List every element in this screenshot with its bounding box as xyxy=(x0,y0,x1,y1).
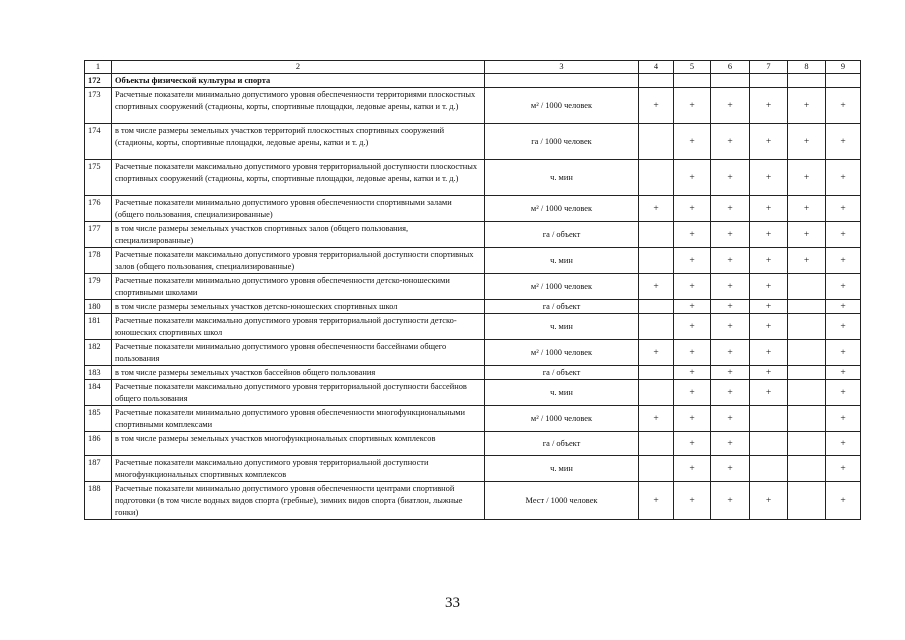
mark-cell: + xyxy=(711,406,750,432)
mark-cell: + xyxy=(711,456,750,482)
mark-cell: + xyxy=(711,196,750,222)
mark-cell xyxy=(639,456,674,482)
mark-cell xyxy=(788,456,826,482)
mark-cell: + xyxy=(826,366,861,380)
unit-cell: ч. мин xyxy=(485,248,639,274)
indicator-name: в том числе размеры земельных участков бассейнов общего пользования xyxy=(112,366,485,380)
mark-cell: + xyxy=(674,274,711,300)
header-cell: 3 xyxy=(485,61,639,74)
mark-cell: + xyxy=(826,274,861,300)
unit-cell: Мест / 1000 человек xyxy=(485,482,639,520)
indicator-name: Расчетные показатели минимально допустимого уровня обеспеченности детско-юношескими спортивными школами xyxy=(112,274,485,300)
indicator-name: Расчетные показатели минимально допустимого уровня обеспеченности бассейнами общего пользования xyxy=(112,340,485,366)
mark-cell: + xyxy=(711,432,750,456)
mark-cell: + xyxy=(674,88,711,124)
row-number: 181 xyxy=(85,314,112,340)
mark-cell: + xyxy=(788,196,826,222)
unit-cell: ч. мин xyxy=(485,456,639,482)
mark-cell: + xyxy=(711,482,750,520)
row-number: 186 xyxy=(85,432,112,456)
mark-cell: + xyxy=(826,248,861,274)
mark-cell: + xyxy=(639,88,674,124)
mark-cell xyxy=(639,300,674,314)
table-row xyxy=(85,300,861,314)
mark-cell: + xyxy=(788,124,826,160)
mark-cell: + xyxy=(674,340,711,366)
mark-cell: + xyxy=(711,300,750,314)
row-number: 172 xyxy=(85,74,112,88)
mark-cell: + xyxy=(788,248,826,274)
mark-cell: + xyxy=(674,160,711,196)
indicator-name: в том числе размеры земельных участков территорий плоскостных спортивных сооружений (стадионы, корты, спортивные площадки, ледовые арены, катки и т. д.) xyxy=(112,124,485,160)
header-row xyxy=(85,61,861,74)
mark-cell xyxy=(639,380,674,406)
header-cell: 1 xyxy=(85,61,112,74)
mark-cell: + xyxy=(750,340,788,366)
mark-cell xyxy=(788,366,826,380)
indicator-name: Расчетные показатели максимально допустимого уровня территориальной доступности бассейнов общего пользования xyxy=(112,380,485,406)
mark-cell: + xyxy=(826,124,861,160)
unit-cell: м² / 1000 человек xyxy=(485,340,639,366)
indicator-name: Расчетные показатели минимально допустимого уровня обеспеченности спортивными залами (общего пользования, специализированные) xyxy=(112,196,485,222)
header-cell: 8 xyxy=(788,61,826,74)
row-number: 180 xyxy=(85,300,112,314)
mark-cell: + xyxy=(826,196,861,222)
row-number: 179 xyxy=(85,274,112,300)
mark-cell: + xyxy=(826,456,861,482)
unit-cell: ч. мин xyxy=(485,314,639,340)
mark-cell: + xyxy=(826,406,861,432)
mark-cell xyxy=(674,74,711,88)
mark-cell: + xyxy=(826,300,861,314)
table-row xyxy=(85,196,861,222)
mark-cell: + xyxy=(674,456,711,482)
mark-cell: + xyxy=(826,88,861,124)
mark-cell xyxy=(639,124,674,160)
mark-cell xyxy=(711,74,750,88)
mark-cell: + xyxy=(711,160,750,196)
indicator-name: Расчетные показатели минимально допустимого уровня обеспеченности многофункциональными спортивными комплексами xyxy=(112,406,485,432)
unit-cell: м² / 1000 человек xyxy=(485,196,639,222)
row-number: 173 xyxy=(85,88,112,124)
mark-cell xyxy=(788,300,826,314)
mark-cell: + xyxy=(674,406,711,432)
table-row xyxy=(85,380,861,406)
mark-cell xyxy=(639,160,674,196)
header-cell: 7 xyxy=(750,61,788,74)
mark-cell xyxy=(788,406,826,432)
mark-cell: + xyxy=(711,124,750,160)
mark-cell: + xyxy=(674,432,711,456)
mark-cell: + xyxy=(674,196,711,222)
mark-cell: + xyxy=(826,482,861,520)
row-number: 178 xyxy=(85,248,112,274)
unit-cell: м² / 1000 человек xyxy=(485,88,639,124)
indicator-name: в том числе размеры земельных участков детско-юношеских спортивных школ xyxy=(112,300,485,314)
unit-cell: ч. мин xyxy=(485,380,639,406)
indicator-name: Расчетные показатели максимально допустимого уровня территориальной доступности детско-юношеских спортивных школ xyxy=(112,314,485,340)
indicator-name: Объекты физической культуры и спорта xyxy=(112,74,485,88)
mark-cell xyxy=(788,274,826,300)
mark-cell xyxy=(639,366,674,380)
unit-cell: ч. мин xyxy=(485,160,639,196)
mark-cell xyxy=(639,74,674,88)
mark-cell: + xyxy=(750,160,788,196)
mark-cell: + xyxy=(711,274,750,300)
table-body xyxy=(85,61,861,520)
mark-cell xyxy=(750,456,788,482)
mark-cell: + xyxy=(788,222,826,248)
header-cell: 9 xyxy=(826,61,861,74)
mark-cell: + xyxy=(826,160,861,196)
unit-cell: га / объект xyxy=(485,366,639,380)
mark-cell xyxy=(788,380,826,406)
mark-cell: + xyxy=(826,340,861,366)
row-number: 174 xyxy=(85,124,112,160)
unit-cell: га / 1000 человек xyxy=(485,124,639,160)
header-cell: 4 xyxy=(639,61,674,74)
indicators-table xyxy=(84,60,861,520)
table-row xyxy=(85,274,861,300)
unit-cell: га / объект xyxy=(485,300,639,314)
mark-cell: + xyxy=(711,380,750,406)
unit-cell: м² / 1000 человек xyxy=(485,274,639,300)
mark-cell: + xyxy=(711,314,750,340)
mark-cell: + xyxy=(711,222,750,248)
mark-cell: + xyxy=(639,274,674,300)
table-row xyxy=(85,482,861,520)
mark-cell: + xyxy=(750,88,788,124)
row-number: 182 xyxy=(85,340,112,366)
mark-cell: + xyxy=(639,482,674,520)
table-row xyxy=(85,456,861,482)
table-row xyxy=(85,366,861,380)
header-cell: 2 xyxy=(112,61,485,74)
mark-cell: + xyxy=(711,248,750,274)
mark-cell: + xyxy=(674,314,711,340)
table-row xyxy=(85,406,861,432)
mark-cell: + xyxy=(674,366,711,380)
mark-cell: + xyxy=(674,248,711,274)
indicator-name: Расчетные показатели максимально допустимого уровня территориальной доступности плоскостных спортивных сооружений (стадионы, корты, спортивные площадки, ледовые арены, катки и т. д.) xyxy=(112,160,485,196)
mark-cell xyxy=(788,340,826,366)
mark-cell: + xyxy=(750,196,788,222)
indicator-name: в том числе размеры земельных участков многофункциональных спортивных комплексов xyxy=(112,432,485,456)
row-number: 175 xyxy=(85,160,112,196)
row-number: 187 xyxy=(85,456,112,482)
indicator-name: Расчетные показатели максимально допустимого уровня территориальной доступности спортивных залов (общего пользования, специализированные) xyxy=(112,248,485,274)
mark-cell: + xyxy=(674,124,711,160)
mark-cell: + xyxy=(750,124,788,160)
mark-cell xyxy=(750,74,788,88)
row-number: 184 xyxy=(85,380,112,406)
mark-cell: + xyxy=(750,380,788,406)
section-row xyxy=(85,74,861,88)
unit-cell: га / объект xyxy=(485,222,639,248)
mark-cell: + xyxy=(639,406,674,432)
table-row xyxy=(85,432,861,456)
mark-cell: + xyxy=(750,300,788,314)
row-number: 177 xyxy=(85,222,112,248)
mark-cell: + xyxy=(788,88,826,124)
mark-cell: + xyxy=(826,314,861,340)
mark-cell xyxy=(639,248,674,274)
mark-cell: + xyxy=(750,314,788,340)
page-number: 33 xyxy=(445,595,460,611)
mark-cell xyxy=(788,74,826,88)
mark-cell: + xyxy=(711,340,750,366)
mark-cell xyxy=(826,74,861,88)
table-row xyxy=(85,88,861,124)
indicator-name: в том числе размеры земельных участков спортивных залов (общего пользования, специализированные) xyxy=(112,222,485,248)
mark-cell: + xyxy=(826,222,861,248)
unit-cell: м² / 1000 человек xyxy=(485,406,639,432)
mark-cell xyxy=(639,222,674,248)
mark-cell: + xyxy=(750,274,788,300)
mark-cell: + xyxy=(674,300,711,314)
table-row xyxy=(85,340,861,366)
mark-cell: + xyxy=(711,366,750,380)
mark-cell: + xyxy=(674,380,711,406)
unit-cell: га / объект xyxy=(485,432,639,456)
table-row xyxy=(85,124,861,160)
mark-cell: + xyxy=(826,380,861,406)
mark-cell xyxy=(788,482,826,520)
mark-cell: + xyxy=(788,160,826,196)
mark-cell xyxy=(788,432,826,456)
mark-cell xyxy=(788,314,826,340)
table-row xyxy=(85,160,861,196)
mark-cell: + xyxy=(674,222,711,248)
table-row xyxy=(85,314,861,340)
table-row xyxy=(85,248,861,274)
mark-cell xyxy=(639,314,674,340)
mark-cell: + xyxy=(674,482,711,520)
unit-cell xyxy=(485,74,639,88)
indicator-name: Расчетные показатели минимально допустимого уровня обеспеченности территориями плоскостных спортивных сооружений (стадионы, корты, спортивные площадки, ледовые арены, катки и т. д.) xyxy=(112,88,485,124)
mark-cell: + xyxy=(826,432,861,456)
indicator-name: Расчетные показатели максимально допустимого уровня территориальной доступности многофункциональных спортивных комплексов xyxy=(112,456,485,482)
mark-cell: + xyxy=(750,482,788,520)
row-number: 183 xyxy=(85,366,112,380)
mark-cell: + xyxy=(639,340,674,366)
mark-cell xyxy=(750,432,788,456)
mark-cell xyxy=(639,432,674,456)
table-row xyxy=(85,222,861,248)
row-number: 176 xyxy=(85,196,112,222)
mark-cell: + xyxy=(639,196,674,222)
mark-cell xyxy=(750,406,788,432)
mark-cell: + xyxy=(750,248,788,274)
mark-cell: + xyxy=(711,88,750,124)
mark-cell: + xyxy=(750,222,788,248)
indicator-name: Расчетные показатели минимально допустимого уровня обеспеченности центрами спортивной подготовки (в том числе водных видов спорта (гребные), зимних видов спорта (биатлон, лыжные гонки) xyxy=(112,482,485,520)
row-number: 188 xyxy=(85,482,112,520)
mark-cell: + xyxy=(750,366,788,380)
header-cell: 5 xyxy=(674,61,711,74)
header-cell: 6 xyxy=(711,61,750,74)
row-number: 185 xyxy=(85,406,112,432)
